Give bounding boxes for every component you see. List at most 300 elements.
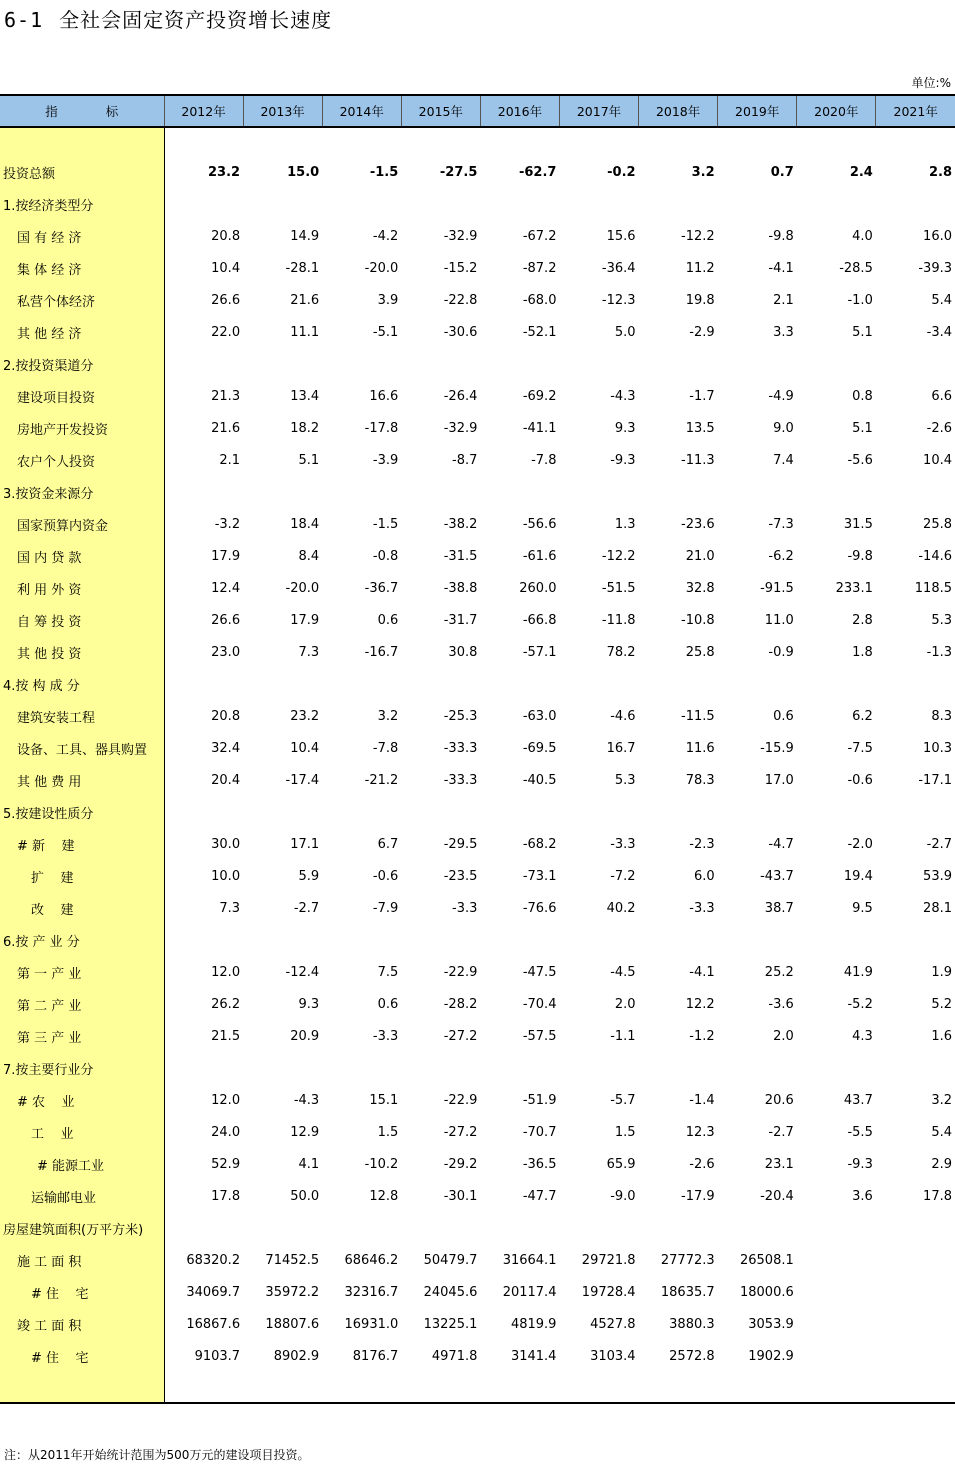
row-label: 2.按投资渠道分 [0, 348, 164, 380]
value-cell: -3.9 [372, 452, 399, 468]
value-cell: 19728.4 [581, 1284, 636, 1300]
value-cell [164, 188, 243, 220]
value-cell: -2.0 [847, 836, 873, 852]
value-cell [322, 476, 401, 508]
value-cell: 7.5 [377, 964, 399, 980]
value-cell: 30.8 [448, 644, 478, 660]
value-cell: -4.1 [768, 260, 794, 276]
row-label: 房屋建筑面积(万平方米) [0, 1212, 164, 1244]
value-cell [401, 924, 480, 956]
row-label: 集 体 经 济 [0, 252, 164, 284]
value-cell: -6.2 [768, 548, 794, 564]
value-cell: 53.9 [923, 868, 952, 884]
value-cell: -16.7 [364, 644, 399, 660]
value-cell: 20.8 [211, 708, 241, 724]
value-cell [876, 476, 955, 508]
value-cell [401, 476, 480, 508]
value-cell: 11.0 [764, 612, 794, 628]
value-cell: 5.4 [931, 1124, 952, 1140]
spacer-cell [797, 142, 876, 156]
value-cell: 12.3 [685, 1124, 715, 1140]
value-cell: -20.4 [760, 1188, 794, 1204]
value-cell: -20.0 [285, 580, 320, 596]
value-cell: 26.2 [211, 996, 241, 1012]
row-label: 改 建 [0, 892, 164, 924]
value-cell: -1.0 [847, 292, 873, 308]
value-cell: 26.6 [211, 292, 241, 308]
row-label: 6.按 产 业 分 [0, 924, 164, 956]
value-cell: 12.0 [211, 1092, 241, 1108]
value-cell [639, 348, 718, 380]
value-cell [718, 188, 797, 220]
value-cell [322, 188, 401, 220]
value-cell: -30.6 [443, 324, 478, 340]
value-cell: 41.9 [843, 964, 873, 980]
value-cell [164, 796, 243, 828]
table-body [0, 127, 955, 1403]
value-cell [243, 668, 322, 700]
spacer-label-cell [0, 127, 164, 142]
value-cell: 4819.9 [510, 1316, 557, 1332]
value-cell: 17.8 [923, 1188, 952, 1204]
spacer-cell [164, 127, 243, 142]
value-cell: 15.1 [369, 1092, 399, 1108]
value-cell: -1.1 [610, 1028, 636, 1044]
value-cell [243, 924, 322, 956]
value-cell [559, 668, 638, 700]
value-cell [876, 796, 955, 828]
value-cell [401, 668, 480, 700]
row-label: 1.按经济类型分 [0, 188, 164, 220]
value-cell: -12.2 [601, 548, 636, 564]
value-cell: -3.4 [926, 324, 952, 340]
value-cell: -70.7 [522, 1124, 557, 1140]
value-cell: 15.6 [606, 228, 636, 244]
value-cell [639, 796, 718, 828]
value-cell: 10.0 [211, 868, 241, 884]
spacer-cell [164, 142, 243, 156]
value-cell [480, 924, 559, 956]
value-cell [164, 348, 243, 380]
value-cell: -22.8 [443, 292, 478, 308]
value-cell: 16.6 [369, 388, 399, 404]
value-cell: 11.1 [290, 324, 320, 340]
value-cell [718, 476, 797, 508]
value-cell: -3.6 [768, 996, 794, 1012]
value-cell: 12.0 [211, 964, 241, 980]
table-row [0, 860, 955, 892]
value-cell: 23.1 [764, 1156, 794, 1172]
value-cell: 15.0 [287, 164, 320, 180]
value-cell [876, 1052, 955, 1084]
spacer-cell [639, 1372, 718, 1403]
value-cell: -7.5 [847, 740, 873, 756]
row-label: 第 二 产 业 [0, 988, 164, 1020]
value-cell: 5.1 [852, 420, 873, 436]
table-row [0, 764, 955, 796]
value-cell: 68320.2 [186, 1252, 241, 1268]
value-cell: -61.6 [522, 548, 557, 564]
value-cell: 260.0 [519, 580, 557, 596]
spacer-cell [718, 142, 797, 156]
value-cell [639, 188, 718, 220]
value-cell [243, 476, 322, 508]
table-row [0, 732, 955, 764]
value-cell: -21.2 [364, 772, 399, 788]
spacer-cell [559, 127, 638, 142]
value-cell [797, 1308, 876, 1340]
value-cell [876, 1308, 955, 1340]
value-cell [322, 1052, 401, 1084]
value-cell: 65.9 [606, 1156, 636, 1172]
value-cell: 10.3 [923, 740, 952, 756]
value-cell: 1.5 [614, 1124, 636, 1140]
value-cell: 233.1 [835, 580, 873, 596]
table-row [0, 508, 955, 540]
value-cell: 5.3 [614, 772, 636, 788]
value-cell: 3880.3 [669, 1316, 715, 1332]
value-cell: 13.5 [685, 420, 715, 436]
value-cell: 0.6 [377, 612, 399, 628]
value-cell: 16.7 [606, 740, 636, 756]
value-cell: -27.2 [443, 1124, 478, 1140]
spacer-cell [876, 142, 955, 156]
value-cell: -9.3 [847, 1156, 873, 1172]
value-cell: 22.0 [211, 324, 241, 340]
value-cell: -36.5 [522, 1156, 557, 1172]
value-cell: -2.3 [689, 836, 715, 852]
table-row [0, 572, 955, 604]
value-cell: 21.5 [211, 1028, 241, 1044]
value-cell: -14.6 [918, 548, 952, 564]
value-cell: 25.2 [764, 964, 794, 980]
row-label: 利 用 外 资 [0, 572, 164, 604]
value-cell: 8902.9 [273, 1348, 320, 1364]
value-cell: -7.3 [768, 516, 794, 532]
value-cell: 32.8 [685, 580, 715, 596]
value-cell: -47.7 [522, 1188, 557, 1204]
value-cell: 34069.7 [186, 1284, 241, 1300]
value-cell: -33.3 [443, 772, 478, 788]
value-cell: -36.4 [601, 260, 636, 276]
value-cell: -27.5 [439, 164, 478, 180]
value-cell: 21.6 [290, 292, 320, 308]
table-row [0, 252, 955, 284]
spacer-cell [718, 1372, 797, 1403]
spacer-cell [480, 142, 559, 156]
value-cell [164, 924, 243, 956]
value-cell: 78.2 [606, 644, 636, 660]
value-cell: 71452.5 [265, 1252, 320, 1268]
value-cell: 3.2 [691, 164, 715, 180]
value-cell: -3.3 [689, 900, 715, 916]
value-cell: 2.8 [852, 612, 873, 628]
value-cell: -57.5 [522, 1028, 557, 1044]
table-row [0, 1020, 955, 1052]
value-cell [639, 668, 718, 700]
value-cell: 21.0 [685, 548, 715, 564]
row-label: 设备、工具、器具购置 [0, 732, 164, 764]
table-row [0, 796, 955, 828]
page-title [4, 4, 332, 33]
value-cell: -5.6 [847, 452, 873, 468]
value-cell: 9.3 [298, 996, 320, 1012]
value-cell: -27.2 [443, 1028, 478, 1044]
value-cell: 3.3 [773, 324, 794, 340]
value-cell: 6.7 [377, 836, 399, 852]
value-cell [797, 1212, 876, 1244]
row-label: 自 筹 投 资 [0, 604, 164, 636]
table-row [0, 476, 955, 508]
spacer-cell [797, 1372, 876, 1403]
value-cell: 2.8 [928, 164, 952, 180]
row-label: 3.按资金来源分 [0, 476, 164, 508]
value-cell: 2.0 [773, 1028, 794, 1044]
value-cell: -23.6 [681, 516, 715, 532]
row-label: 5.按建设性质分 [0, 796, 164, 828]
value-cell: 78.3 [685, 772, 715, 788]
value-cell [639, 476, 718, 508]
value-cell [243, 796, 322, 828]
value-cell [480, 796, 559, 828]
value-cell: -9.8 [847, 548, 873, 564]
value-cell: 24045.6 [423, 1284, 478, 1300]
value-cell: 5.9 [298, 868, 320, 884]
value-cell: -1.5 [372, 516, 399, 532]
row-label: # 住 宅 [0, 1340, 164, 1372]
value-cell: -1.7 [689, 388, 715, 404]
value-cell: -2.7 [293, 900, 320, 916]
value-cell: 9.0 [773, 420, 794, 436]
row-label: 工 业 [0, 1116, 164, 1148]
value-cell [639, 924, 718, 956]
value-cell [876, 188, 955, 220]
value-cell: 16.0 [923, 228, 952, 244]
spacer-cell [322, 127, 401, 142]
value-cell: -0.8 [372, 548, 399, 564]
value-cell: 29721.8 [581, 1252, 636, 1268]
value-cell: 23.2 [290, 708, 320, 724]
value-cell: 3103.4 [590, 1348, 636, 1364]
table-row [0, 1084, 955, 1116]
value-cell: -3.3 [372, 1028, 399, 1044]
value-cell: 4971.8 [431, 1348, 478, 1364]
value-cell: 118.5 [914, 580, 952, 596]
value-cell [480, 668, 559, 700]
value-cell: 30.0 [211, 836, 241, 852]
value-cell: -69.2 [522, 388, 557, 404]
value-cell: 12.2 [685, 996, 715, 1012]
value-cell: -9.3 [610, 452, 636, 468]
value-cell: 8176.7 [352, 1348, 399, 1364]
value-cell: 19.8 [685, 292, 715, 308]
value-cell [559, 188, 638, 220]
spacer-cell [243, 142, 322, 156]
row-label: # 住 宅 [0, 1276, 164, 1308]
value-cell [876, 1340, 955, 1372]
row-label: 国 内 贷 款 [0, 540, 164, 572]
table-row [0, 540, 955, 572]
row-label: 其 他 投 资 [0, 636, 164, 668]
value-cell: 68646.2 [344, 1252, 399, 1268]
value-cell: -12.3 [601, 292, 636, 308]
table-row [0, 1212, 955, 1244]
value-cell: -2.6 [689, 1156, 715, 1172]
value-cell: -0.2 [607, 164, 636, 180]
spacer-cell [718, 127, 797, 142]
row-label: 扩 建 [0, 860, 164, 892]
value-cell: -17.1 [918, 772, 952, 788]
value-cell: -68.2 [522, 836, 557, 852]
value-cell [876, 1212, 955, 1244]
value-cell: -4.2 [372, 228, 399, 244]
value-cell: 23.2 [208, 164, 241, 180]
value-cell [401, 348, 480, 380]
header-year: 2014年 [322, 95, 401, 127]
table-row [0, 956, 955, 988]
value-cell: -41.1 [522, 420, 557, 436]
value-cell: -0.6 [372, 868, 399, 884]
table-row [0, 828, 955, 860]
spacer-cell [322, 142, 401, 156]
spacer-cell [639, 127, 718, 142]
value-cell: 50479.7 [423, 1252, 478, 1268]
value-cell: 4527.8 [590, 1316, 636, 1332]
spacer-cell [876, 127, 955, 142]
table-row [0, 1052, 955, 1084]
spacer-cell [401, 142, 480, 156]
value-cell: -51.9 [522, 1092, 557, 1108]
value-cell: 6.2 [852, 708, 873, 724]
header-year: 2019年 [718, 95, 797, 127]
data-table [0, 94, 955, 1404]
value-cell [797, 1244, 876, 1276]
table-row [0, 1340, 955, 1372]
value-cell: 0.6 [377, 996, 399, 1012]
header-year: 2017年 [559, 95, 638, 127]
value-cell: -22.9 [443, 1092, 478, 1108]
row-label: 其 他 经 济 [0, 316, 164, 348]
value-cell [718, 348, 797, 380]
value-cell: -0.6 [847, 772, 873, 788]
value-cell: 2.0 [614, 996, 636, 1012]
value-cell [559, 348, 638, 380]
spacer-label-cell [0, 142, 164, 156]
value-cell: 1.6 [931, 1028, 952, 1044]
value-cell: 18635.7 [660, 1284, 715, 1300]
value-cell: 3.2 [931, 1092, 952, 1108]
value-cell: -4.1 [689, 964, 715, 980]
value-cell: -4.7 [768, 836, 794, 852]
value-cell: 52.9 [211, 1156, 241, 1172]
value-cell [797, 1340, 876, 1372]
value-cell: 11.2 [685, 260, 715, 276]
value-cell: 10.4 [211, 260, 241, 276]
value-cell: 25.8 [685, 644, 715, 660]
spacer-cell [797, 127, 876, 142]
value-cell: -1.4 [689, 1092, 715, 1108]
row-label: 其 他 费 用 [0, 764, 164, 796]
value-cell: 21.3 [211, 388, 241, 404]
value-cell: -17.9 [681, 1188, 715, 1204]
value-cell: -4.9 [768, 388, 794, 404]
value-cell: -2.6 [926, 420, 952, 436]
value-cell: -4.3 [293, 1092, 320, 1108]
value-cell: 6.0 [693, 868, 715, 884]
value-cell: 20.9 [290, 1028, 320, 1044]
value-cell: 4.3 [852, 1028, 873, 1044]
value-cell: 20.8 [211, 228, 241, 244]
spacer-cell [876, 1372, 955, 1403]
row-label: 农户个人投资 [0, 444, 164, 476]
value-cell: 21.6 [211, 420, 241, 436]
value-cell: 50.0 [290, 1188, 320, 1204]
row-label: 4.按 构 成 分 [0, 668, 164, 700]
value-cell [322, 348, 401, 380]
value-cell: 32.4 [211, 740, 241, 756]
value-cell: -10.8 [681, 612, 715, 628]
value-cell: 9103.7 [194, 1348, 241, 1364]
row-label: # 新 建 [0, 828, 164, 860]
table-row [0, 700, 955, 732]
bottom-spacer-row [0, 1372, 955, 1403]
value-cell: 31664.1 [502, 1252, 557, 1268]
value-cell: -17.8 [364, 420, 399, 436]
spacer-cell [243, 1372, 322, 1403]
table-number: 6-1 [4, 8, 44, 32]
value-cell: -91.5 [760, 580, 794, 596]
value-cell: 8.4 [298, 548, 320, 564]
value-cell: -63.0 [522, 708, 557, 724]
value-cell: -5.7 [610, 1092, 636, 1108]
row-label: 竣 工 面 积 [0, 1308, 164, 1340]
value-cell: -22.9 [443, 964, 478, 980]
spacer-label-cell [0, 1372, 164, 1403]
value-cell [797, 476, 876, 508]
value-cell: -7.9 [372, 900, 399, 916]
value-cell: 0.7 [770, 164, 794, 180]
value-cell [559, 476, 638, 508]
value-cell: -15.9 [760, 740, 794, 756]
table-row [0, 668, 955, 700]
row-label: 房地产开发投资 [0, 412, 164, 444]
value-cell: -11.8 [601, 612, 636, 628]
value-cell: -1.5 [369, 164, 399, 180]
value-cell: -0.9 [768, 644, 794, 660]
row-label: # 能源工业 [0, 1148, 164, 1180]
value-cell [559, 1212, 638, 1244]
value-cell: 13.4 [290, 388, 320, 404]
value-cell: 14.9 [290, 228, 320, 244]
value-cell: 16867.6 [186, 1316, 241, 1332]
value-cell: 26.6 [211, 612, 241, 628]
value-cell: 2.9 [931, 1156, 952, 1172]
value-cell: -9.8 [768, 228, 794, 244]
value-cell [718, 668, 797, 700]
value-cell: 18.4 [290, 516, 320, 532]
value-cell: -73.1 [522, 868, 557, 884]
value-cell: -2.7 [926, 836, 952, 852]
spacer-cell [322, 1372, 401, 1403]
value-cell [401, 796, 480, 828]
value-cell: -87.2 [522, 260, 557, 276]
value-cell: -33.3 [443, 740, 478, 756]
spacer-cell [559, 1372, 638, 1403]
value-cell [559, 796, 638, 828]
header-year: 2021年 [876, 95, 955, 127]
row-label: 国家预算内资金 [0, 508, 164, 540]
row-label: 国 有 经 济 [0, 220, 164, 252]
